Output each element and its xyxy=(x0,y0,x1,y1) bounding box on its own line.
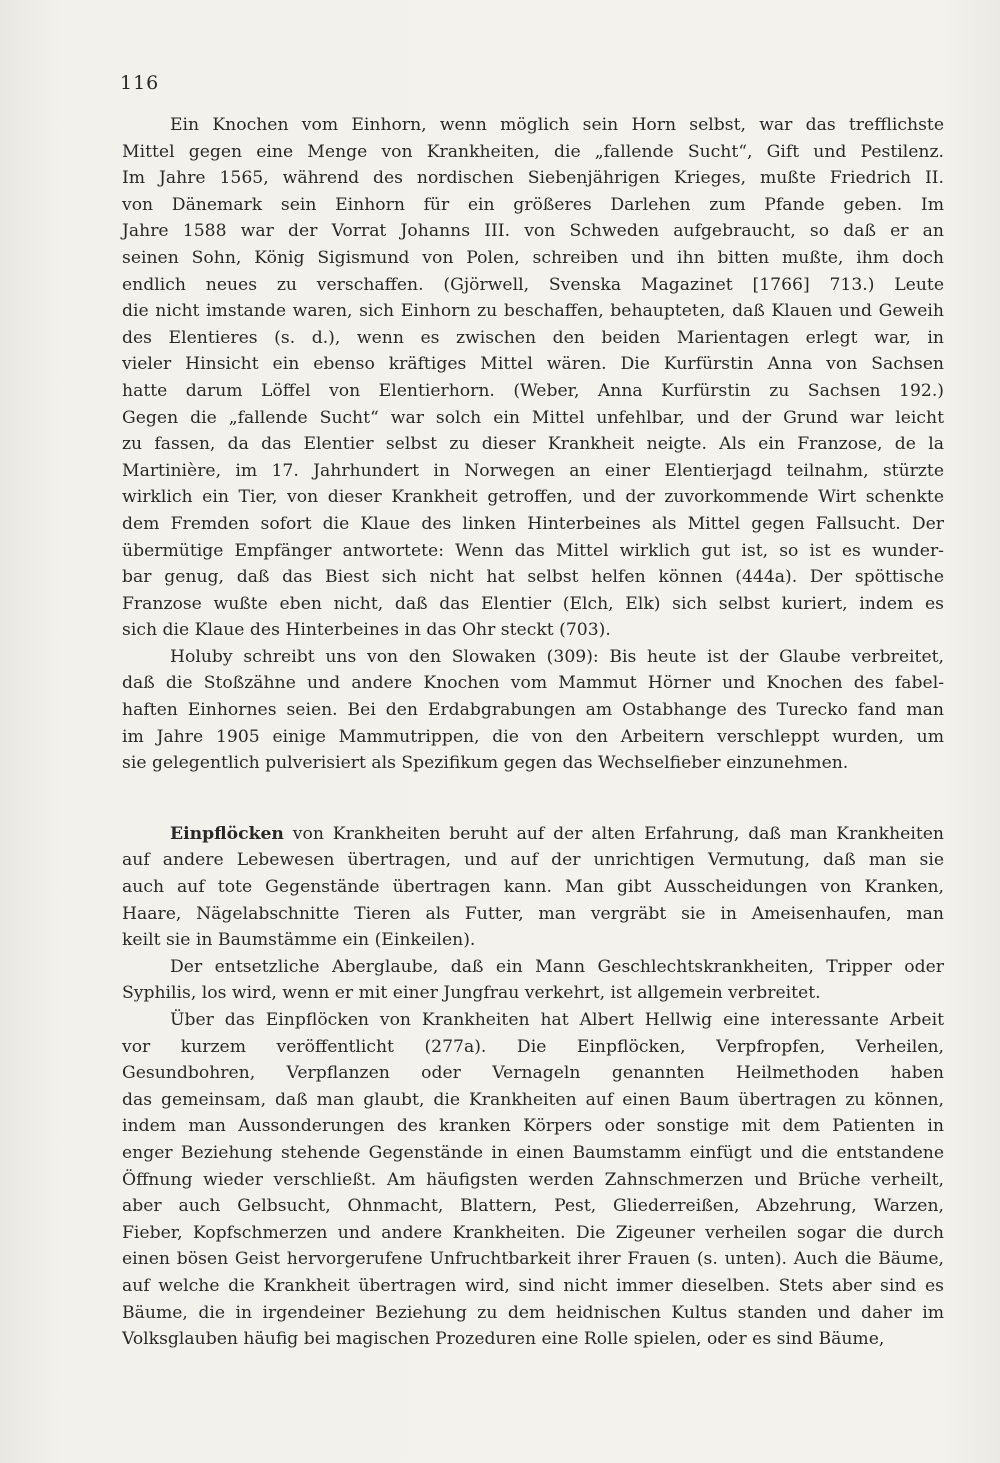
text-line: Martinière, im 17. Jahrhundert in Norwegen an einer Elentierjagd teilnahm, stürzte xyxy=(122,460,944,481)
text-line: vieler Hinsicht ein ebenso kräftiges Mittel wären. Die Kurfürstin Anna von Sachsen xyxy=(122,354,944,375)
page-number: 116 xyxy=(120,72,160,94)
text-line: Franzose wußte eben nicht, daß das Elentier (Elch, Elk) sich selbst kuriert, indem es xyxy=(122,593,944,614)
text-line: seinen Sohn, König Sigismund von Polen, schreiben und ihn bitten mußte, ihm doch xyxy=(122,247,944,268)
text-line: Gesundbohren, Verpflanzen oder Vernageln genannten Heilmethoden haben xyxy=(122,1063,944,1084)
text-line: Mittel gegen eine Menge von Krankheiten, die „fallende Sucht“, Gift und Pestilenz. xyxy=(122,141,944,162)
text-line: Der entsetzliche Aberglaube, daß ein Mann Geschlechtskrankheiten, Tripper oder xyxy=(170,956,944,977)
text-line: vor kurzem veröffentlicht (277a). Die Einpflöcken, Verpfropfen, Verheilen, xyxy=(122,1036,944,1057)
text-line: sie gelegentlich pulverisiert als Spezifikum gegen das Wechselfieber einzunehmen. xyxy=(122,753,849,774)
text-line: enger Beziehung stehende Gegenstände in einen Baumstamm einfügt und die entstandene xyxy=(122,1142,944,1163)
paragraph-holuby xyxy=(122,644,944,777)
text-line: Syphilis, los wird, wenn er mit einer Jungfrau verkehrt, ist allgemein verbreitet. xyxy=(122,983,821,1004)
section-gap xyxy=(122,777,944,821)
lemma-headword: Einpflöcken xyxy=(170,823,284,844)
text-line: daß die Stoßzähne und andere Knochen vom Mammut Hörner und Knochen des fabel- xyxy=(122,673,944,694)
text-line: endlich neues zu verschaffen. (Gjörwell, Svenska Magazinet [1766] 713.) Leute xyxy=(122,274,944,295)
text-line: übermütige Empfänger antwortete: Wenn das Mittel wirklich gut ist, so ist es wunder- xyxy=(122,540,944,561)
text-line: im Jahre 1905 einige Mammutrippen, die von den Arbeitern verschleppt wurden, um xyxy=(122,726,944,747)
text-line: Volksglauben häufig bei magischen Prozeduren eine Rolle spielen, oder es sind Bäume, xyxy=(122,1329,885,1350)
text-line: dem Fremden sofort die Klaue des linken Hinterbeines als Mittel gegen Fallsucht. Der xyxy=(122,513,944,534)
text-line: auf andere Lebewesen übertragen, und auf der unrichtigen Vermutung, daß man sie xyxy=(122,850,944,871)
text-line: hatte darum Löffel von Elentierhorn. (Weber, Anna Kurfürstin zu Sachsen 192.) xyxy=(122,380,944,401)
text-line: bar genug, daß das Biest sich nicht hat selbst helfen können (444a). Der spöttische xyxy=(122,567,944,588)
text-line: keilt sie in Baumstämme ein (Einkeilen). xyxy=(122,930,476,951)
text-line: sich die Klaue des Hinterbeines in das Ohr steckt (703). xyxy=(122,620,611,641)
body-text xyxy=(122,112,944,1353)
text-line xyxy=(122,821,944,848)
paragraph-hellwig xyxy=(122,1007,944,1353)
text-line: des Elentieres (s. d.), wenn es zwischen den beiden Marientagen erlegt war, in xyxy=(122,327,944,348)
text-line: Jahre 1588 war der Vorrat Johanns III. von Schweden aufgebraucht, so daß er an xyxy=(122,221,944,242)
text-line: Bäume, die in irgendeiner Beziehung zu dem heidnischen Kultus standen und daher im xyxy=(122,1302,944,1323)
paragraph-einhorn xyxy=(122,112,944,644)
text-line: indem man Aussonderungen des kranken Körpers oder sonstige mit dem Patienten in xyxy=(122,1116,944,1137)
text-line: haften Einhornes seien. Bei den Erdabgrabungen am Ostabhange des Turecko fand man xyxy=(122,700,944,721)
paragraph-aberglaube xyxy=(122,954,944,1007)
text-line: Haare, Nägelabschnitte Tieren als Futter, man vergräbt sie in Ameisenhaufen, man xyxy=(122,903,944,924)
text-line: Über das Einpflöcken von Krankheiten hat Albert Hellwig eine interessante Arbeit xyxy=(170,1010,944,1030)
text-line: auf welche die Krankheit übertragen wird, sind nicht immer dieselben. Stets aber sind es xyxy=(122,1275,944,1296)
text-line: auch auf tote Gegenstände übertragen kann. Man gibt Ausscheidungen von Kranken, xyxy=(122,877,944,898)
paragraph-einpfloecken xyxy=(122,821,944,954)
text-line: das gemeinsam, daß man glaubt, die Krankheiten auf einen Baum übertragen zu können, xyxy=(122,1089,944,1110)
text-line: von Dänemark sein Einhorn für ein größeres Darlehen zum Pfande geben. Im xyxy=(122,194,944,215)
text-line: Fieber, Kopfschmerzen und andere Krankheiten. Die Zigeuner verheilen sogar die durch xyxy=(122,1222,944,1243)
text-line: die nicht imstande waren, sich Einhorn zu beschaffen, behaupteten, daß Klauen und Geweih xyxy=(122,301,944,322)
text-line: aber auch Gelbsucht, Ohnmacht, Blattern, Pest, Gliederreißen, Abzehrung, Warzen, xyxy=(122,1196,944,1217)
text-line: Holuby schreibt uns von den Slowaken (309): Bis heute ist der Glaube verbreitet, xyxy=(170,646,944,667)
text-line-rest: von Krankheiten beruht auf der alten Erfahrung, daß man Krankheiten xyxy=(283,823,944,844)
text-line: einen bösen Geist hervorgerufene Unfruchtbarkeit ihrer Frauen (s. unten). Auch die Bäume, xyxy=(122,1249,944,1270)
text-line: Gegen die „fallende Sucht“ war solch ein Mittel unfehlbar, und der Grund war leicht xyxy=(122,407,944,428)
text-line: Ein Knochen vom Einhorn, wenn möglich sein Horn selbst, war das trefflichste xyxy=(170,115,944,135)
text-line: Öffnung wieder verschließt. Am häufigsten werden Zahnschmerzen und Brüche verheilt, xyxy=(122,1169,944,1190)
text-line: Im Jahre 1565, während des nordischen Siebenjährigen Krieges, mußte Friedrich II. xyxy=(122,168,944,189)
text-line: zu fassen, da das Elentier selbst zu dieser Krankheit neigte. Als ein Franzose, de la xyxy=(122,434,944,455)
text-line: wirklich ein Tier, von dieser Krankheit getroffen, und der zuvorkommende Wirt schenkte xyxy=(122,487,944,508)
